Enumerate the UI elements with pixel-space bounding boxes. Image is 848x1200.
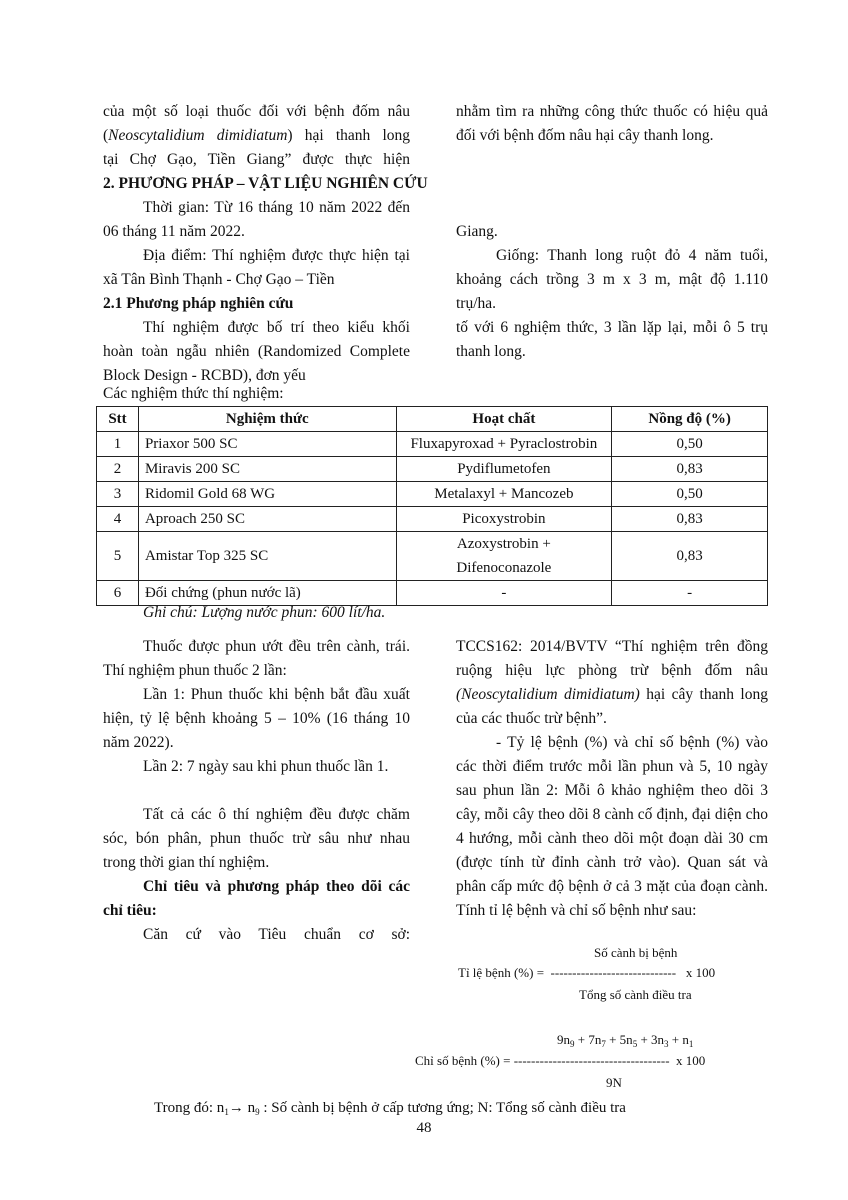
footnote-text: n (243, 1100, 256, 1116)
subscript: 7 (601, 1039, 606, 1049)
location-continuation: Giang. (456, 223, 498, 240)
spray-paragraph: Thuốc được phun ướt đều trên cành, trái. Thí nghiệm phun thuốc 2 lần: (103, 638, 410, 679)
cell-concentration: - (612, 581, 768, 606)
subsection-heading: 2.1 Phương pháp nghiên cứu (103, 295, 294, 312)
cell-treatment: Ridomil Gold 68 WG (138, 482, 396, 507)
page-number: 48 (416, 1120, 432, 1136)
table-header-row (97, 407, 768, 432)
spray-second: Lần 2: 7 ngày sau khi phun thuốc lần 1. (143, 758, 389, 775)
table-row (97, 482, 768, 507)
subscript: 9 (570, 1039, 575, 1049)
location-paragraph: Địa điểm: Thí nghiệm được thực hiện tại xã Tân Bình Thạnh - Chợ Gạo – Tiền (103, 247, 410, 288)
header-concentration: Nồng độ (%) (612, 407, 768, 432)
cell-concentration: 0,83 (612, 457, 768, 482)
species-name: Neoscytalidium dimidiatum (108, 127, 288, 144)
header-treatment: Nghiệm thức (138, 407, 396, 432)
formula2-label: Chỉ số bệnh (%) = (415, 1053, 511, 1068)
term: 9n (557, 1032, 570, 1047)
subscript: 5 (632, 1039, 638, 1049)
indicator-heading: Chỉ tiêu và phương pháp theo dõi các chỉ tiêu: (103, 878, 410, 919)
cell-treatment: Amistar Top 325 SC (138, 532, 396, 581)
cell-ingredient: Metalaxyl + Mancozeb (396, 482, 612, 507)
cell-concentration: 0,83 (612, 532, 768, 581)
cell-stt: 3 (97, 482, 139, 507)
ingredient-line-1: Azoxystrobin + (456, 536, 551, 552)
formula1-factor: x 100 (685, 965, 716, 980)
cell-ingredient: Picoxystrobin (396, 507, 612, 532)
basis-paragraph: Căn cứ vào Tiêu chuẩn cơ sở: (143, 926, 410, 943)
standard-text-end: hại cây thanh long của các thuốc trừ bệnh”. (456, 686, 768, 727)
formula1-label: Tỉ lệ bệnh (%) = (458, 965, 545, 980)
formula1-bar: ----------------------------- (550, 965, 677, 980)
subscript: 3 (664, 1039, 669, 1049)
cell-stt: 2 (97, 457, 139, 482)
treatment-table (96, 406, 768, 606)
intro-paragraph-right: nhằm tìm ra những công thức thuốc có hiệu quả đối với bệnh đốm nâu hại cây thanh long. (456, 103, 768, 144)
subscript: 1 (224, 1107, 229, 1117)
footnote-text: Trong đó: n (154, 1100, 225, 1116)
cell-treatment: Aproach 250 SC (138, 507, 396, 532)
care-paragraph: Tất cả các ô thí nghiệm đều được chăm sóc, bón phân, phun thuốc trừ sâu như nhau trong thời gian thí nghiệm. (103, 806, 410, 871)
subscript: 9 (255, 1107, 260, 1117)
cell-stt: 4 (97, 507, 139, 532)
intro-paragraph-left (103, 100, 410, 172)
time-paragraph: Thời gian: Từ 16 tháng 10 năm 2022 đến 06 tháng 11 năm 2022. (103, 199, 410, 240)
table-row (97, 507, 768, 532)
formula2-line (415, 1051, 705, 1071)
intro-line-2-rest: ) hại thanh long (287, 127, 410, 144)
intro-line-2 (103, 124, 410, 148)
design-paragraph: Thí nghiệm được bố trí theo kiểu khối hoàn toàn ngẫu nhiên (Randomized Complete Block Design - RCBD), đơn yếu (103, 319, 410, 384)
formula-footnote (154, 1098, 626, 1122)
ingredient-line-2: Difenoconazole (456, 560, 552, 576)
spray-first: Lần 1: Phun thuốc khi bệnh bắt đầu xuất hiện, tỷ lệ bệnh khoảng 5 – 10% (16 tháng 10 năm 2022). (103, 686, 410, 751)
term: + 7n (574, 1032, 602, 1047)
table-note: Ghi chú: Lượng nước phun: 600 lít/ha. (143, 604, 386, 621)
cell-treatment: Miravis 200 SC (138, 457, 396, 482)
cell-ingredient: - (396, 581, 612, 606)
footnote-text: : Số cành bị bệnh ở cấp tương ứng; N: Tổng số cành điều tra (259, 1100, 626, 1116)
formula1-numerator: Số cành bị bệnh (594, 945, 678, 960)
standard-text: TCCS162: 2014/BVTV “Thí nghiệm trên đồng ruộng hiệu lực phòng trừ bệnh đốm nâu (456, 638, 768, 679)
table-row (97, 432, 768, 457)
cell-treatment: Đối chứng (phun nước lã) (138, 581, 396, 606)
formula2-factor: x 100 (676, 1053, 706, 1068)
disease-rate-paragraph: - Tỷ lệ bệnh (%) và chỉ số bệnh (%) vào các thời điểm trước mỗi lần phun và 5, 10 ngày sau phun lần 2: Mỗi ô khảo nghiệm theo dõi 3 cây, mỗi cây theo dõi 8 cành cố định, đại diện cho 4 hướng, mỗi cành theo dõi một đoạn dài 30 cm (được tính từ đỉnh cành trở vào). Quan sát và phân cấp mức độ bệnh ở cả 3 mặt của đoạn cành. Tính tỉ lệ bệnh và chỉ số bệnh như sau: (456, 734, 768, 919)
table-row (97, 457, 768, 482)
formula1-line (458, 963, 715, 983)
cell-ingredient: Pydiflumetofen (396, 457, 612, 482)
standard-paragraph (456, 635, 768, 731)
treatments-label: Các nghiệm thức thí nghiệm: (103, 385, 284, 402)
cell-ingredient (396, 532, 612, 581)
intro-line-1: của một số loại thuốc đối với bệnh đốm nâu (103, 103, 410, 120)
cell-stt: 5 (97, 532, 139, 581)
header-stt: Stt (97, 407, 139, 432)
cell-ingredient: Fluxapyroxad + Pyraclostrobin (396, 432, 612, 457)
arrow-icon: → (228, 1100, 244, 1116)
subscript: 1 (688, 1039, 694, 1049)
section-heading: 2. PHƯƠNG PHÁP – VẬT LIỆU NGHIÊN CỨU (103, 175, 428, 192)
cell-concentration: 0,83 (612, 507, 768, 532)
formula2-denominator: 9N (606, 1075, 622, 1090)
term: + n (668, 1032, 689, 1047)
intro-line-3: tại Chợ Gạo, Tiền Giang” được thực hiện (103, 151, 410, 168)
table-row (97, 532, 768, 581)
paren-open: ( (103, 127, 109, 144)
cell-concentration: 0,50 (612, 482, 768, 507)
header-ingredient: Hoạt chất (396, 407, 612, 432)
term: + 5n (605, 1032, 633, 1047)
standard-species: (Neoscytalidium dimidiatum) (456, 686, 640, 703)
cell-concentration: 0,50 (612, 432, 768, 457)
formula1-denominator: Tổng số cành điều tra (579, 987, 692, 1002)
term: + 3n (637, 1032, 665, 1047)
design-continuation: tố với 6 nghiệm thức, 3 lần lặp lại, mỗi ô 5 trụ thanh long. (456, 319, 768, 360)
formula2-bar: ------------------------------------ (513, 1053, 670, 1068)
cell-treatment: Priaxor 500 SC (138, 432, 396, 457)
cell-stt: 1 (97, 432, 139, 457)
variety-paragraph: Giống: Thanh long ruột đỏ 4 năm tuổi, khoảng cách trồng 3 m x 3 m, mật độ 1.110 trụ/ha. (456, 247, 768, 312)
cell-stt: 6 (97, 581, 139, 606)
